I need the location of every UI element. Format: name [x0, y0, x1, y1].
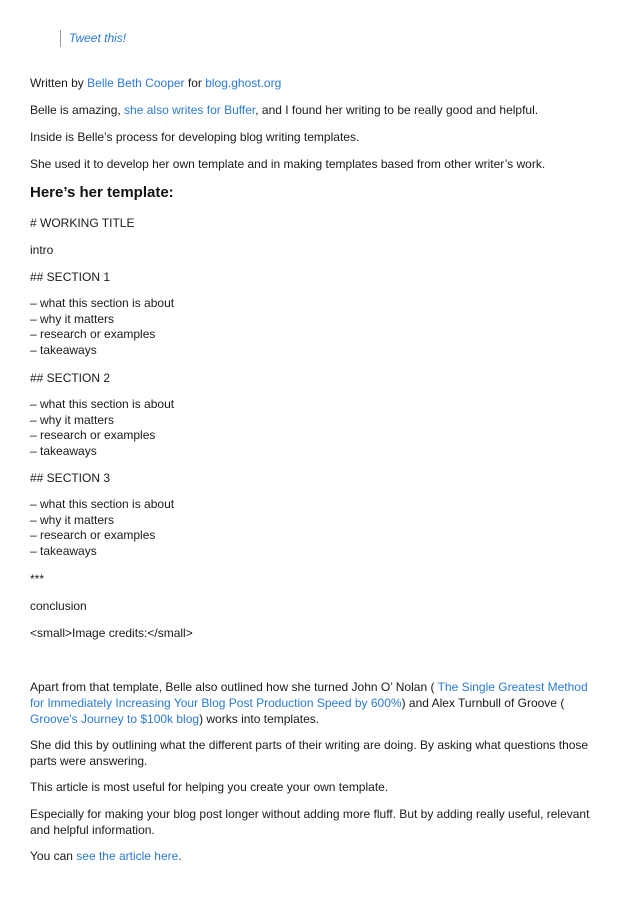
template-heading: Here’s her template: [30, 184, 174, 201]
template-intro: intro [30, 243, 54, 257]
section-2-title: ## SECTION 2 [30, 371, 111, 385]
list-item: – takeaways [30, 543, 97, 558]
groove-article-link[interactable]: Groove's Journey to $100k blog [30, 712, 200, 726]
author-link[interactable]: Belle Beth Cooper [87, 76, 185, 90]
section-1-list [30, 296, 174, 358]
separator: *** [30, 572, 45, 586]
outro-p5-prefix: You can [30, 849, 77, 863]
section-3-list [30, 497, 174, 559]
list-item: – takeaways [30, 342, 97, 357]
list-item: – research or examples [30, 327, 156, 341]
outro-p5-suffix: . [178, 849, 182, 863]
section-2-list [30, 397, 174, 459]
list-item: – why it matters [30, 311, 115, 326]
template-conclusion: conclusion [30, 599, 87, 613]
intro-paragraph-2: Inside is Belle’s process for developing blog writing templates. [30, 130, 360, 144]
outro-paragraph-4: Especially for making your blog post longer without adding more fluff. But by adding really useful, relevant and helpful information. [30, 807, 590, 837]
outro-paragraph-3: This article is most useful for helping you create your own template. [30, 780, 389, 794]
list-item: – research or examples [30, 528, 156, 542]
list-item: – why it matters [30, 412, 115, 427]
written-by-mid: for [184, 76, 206, 90]
section-3-title: ## SECTION 3 [30, 471, 111, 485]
list-item: – what this section is about [30, 296, 175, 310]
outro-p1-c: ) works into templates. [199, 712, 320, 726]
list-item: – why it matters [30, 512, 115, 527]
intro-p1-suffix: , and I found her writing to be really good and helpful. [255, 103, 539, 117]
site-link[interactable]: blog.ghost.org [205, 76, 282, 90]
outro-p1-a: Apart from that template, Belle also outlined how she turned John O’ Nolan ( [30, 680, 438, 694]
list-item: – what this section is about [30, 497, 175, 511]
section-1-title: ## SECTION 1 [30, 270, 111, 284]
working-title: # WORKING TITLE [30, 216, 135, 230]
john-onolan-article-link[interactable]: The Single Greatest Method for Immediately Increasing Your Blog Post Production Speed by 600% [30, 680, 588, 710]
intro-paragraph-1 [30, 102, 538, 118]
outro-paragraph-2: She did this by outlining what the different parts of their writing are doing. By asking what questions those parts were answering. [30, 738, 589, 768]
list-item: – takeaways [30, 443, 97, 458]
outro-p1-b: ) and Alex Turnbull of Groove ( [401, 696, 565, 710]
list-item: – what this section is about [30, 397, 175, 411]
written-by-line [30, 75, 281, 91]
written-by-prefix: Written by [30, 76, 88, 90]
intro-p1-prefix: Belle is amazing, [30, 103, 125, 117]
see-article-link[interactable]: see the article here [76, 849, 179, 863]
list-item: – research or examples [30, 428, 156, 442]
outro-paragraph-5 [30, 848, 182, 864]
outro-paragraph-1 [30, 679, 590, 727]
tweet-this-link[interactable]: Tweet this! [60, 30, 126, 47]
image-credits: <small>Image credits:</small> [30, 626, 193, 640]
buffer-link[interactable]: she also writes for Buffer [124, 103, 256, 117]
intro-paragraph-3: She used it to develop her own template and in making templates based from other writer’s work. [30, 157, 546, 171]
